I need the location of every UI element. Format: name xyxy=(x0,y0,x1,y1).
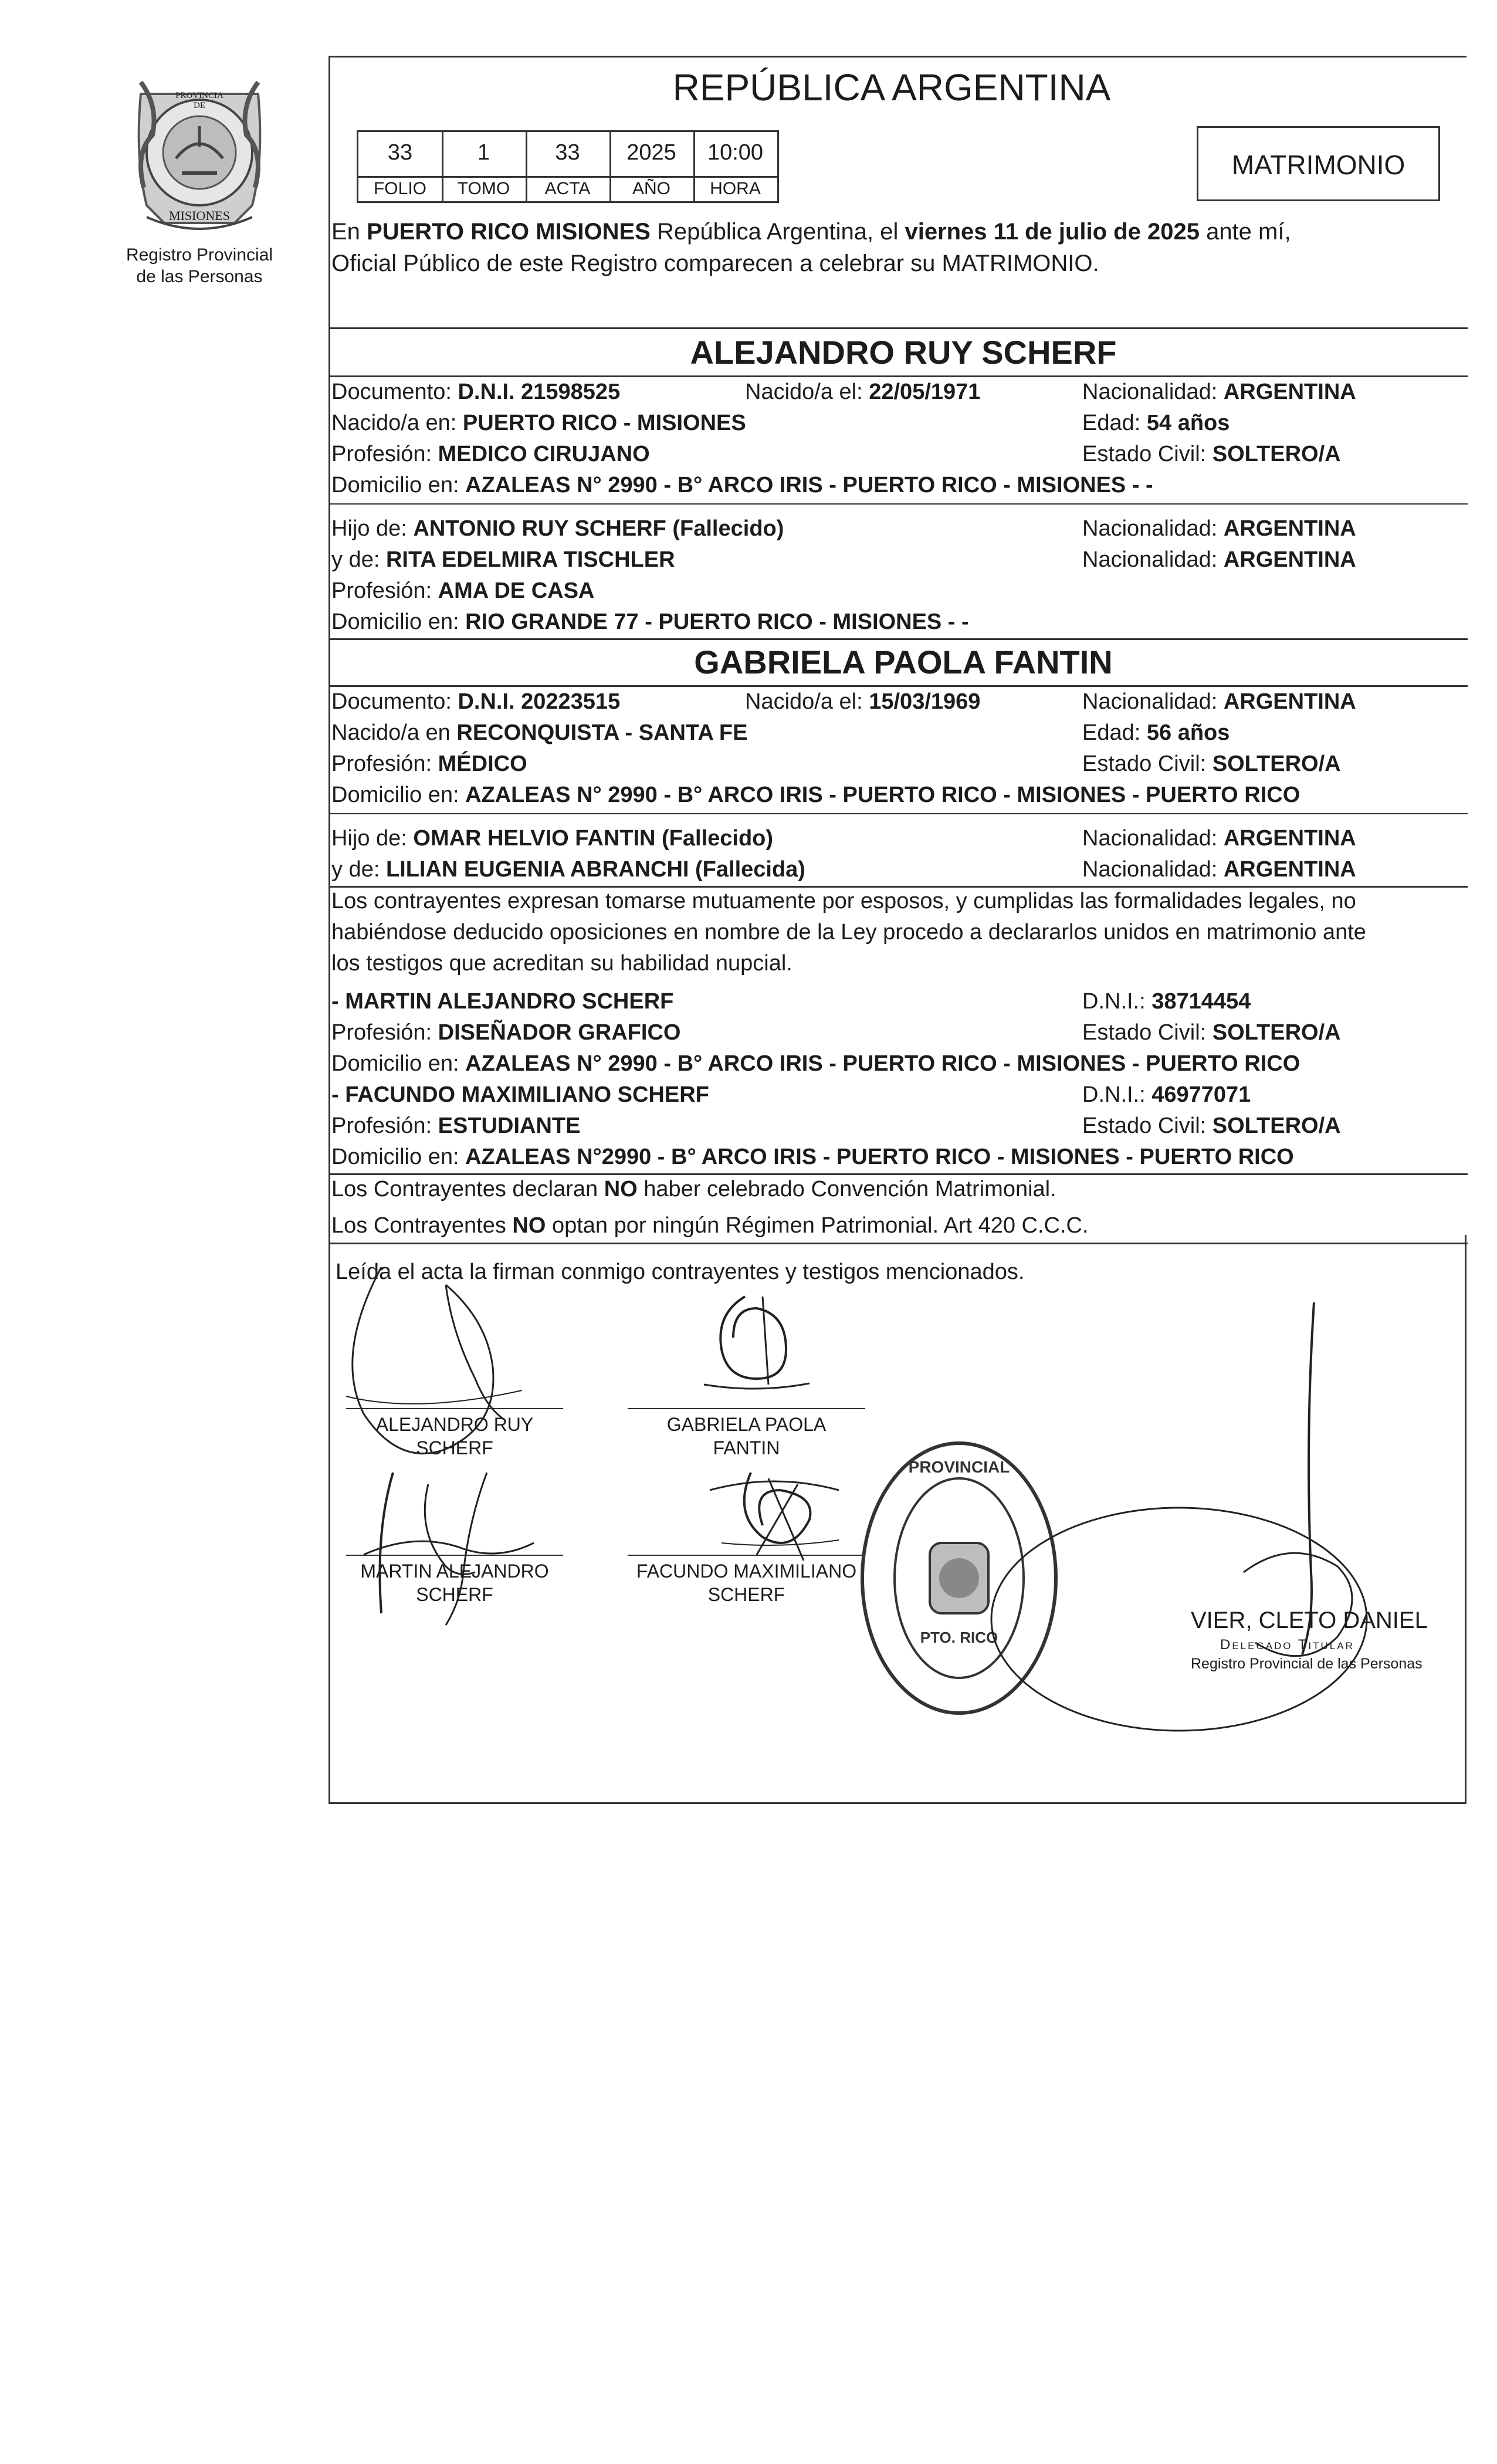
witness2-dni: D.N.I.: 46977071 xyxy=(1082,1082,1251,1107)
anio-label: AÑO xyxy=(632,179,670,198)
svg-text:PROVINCIAL: PROVINCIAL xyxy=(908,1458,1010,1476)
signature-spouse2-icon xyxy=(692,1291,821,1408)
registry-name-line1: Registro Provincial xyxy=(126,245,273,265)
intro-place: PUERTO RICO MISIONES xyxy=(367,219,651,245)
regime-convention: Los Contrayentes declaran NO haber celebrado Convención Matrimonial. xyxy=(331,1177,1056,1201)
witness2-address: Domicilio en: AZALEAS N°2990 - B° ARCO IRIS - PUERTO RICO - MISIONES - PUERTO RICO xyxy=(331,1145,1294,1169)
witness1-profession: Profesión: DISEÑADOR GRAFICO xyxy=(331,1020,681,1045)
hora-value: 10:00 xyxy=(707,140,764,165)
declaration-line-3: los testigos que acreditan su habilidad nupcial. xyxy=(331,951,792,976)
signature-label-witness2: FACUNDO MAXIMILIANO SCHERF xyxy=(636,1561,857,1605)
spouse1-parent-address: Domicilio en: RIO GRANDE 77 - PUERTO RICO - MISIONES - - xyxy=(331,610,969,634)
signature-label-spouse1: ALEJANDRO RUY SCHERF xyxy=(375,1414,534,1458)
folio-value: 33 xyxy=(387,140,413,165)
spouse2-mother: y de: LILIAN EUGENIA ABRANCHI (Fallecida) xyxy=(331,857,805,882)
spouse1-address: Domicilio en: AZALEAS N° 2990 - B° ARCO IRIS - PUERTO RICO - MISIONES - - xyxy=(331,473,1153,497)
spouse1-father: Hijo de: ANTONIO RUY SCHERF (Fallecido) xyxy=(331,516,784,541)
country-title: REPÚBLICA ARGENTINA xyxy=(672,66,1111,109)
seal-text-top: PROVINCIA DE xyxy=(175,91,223,110)
acta-label: ACTA xyxy=(544,179,591,198)
spouse2-birthplace: Nacido/a en RECONQUISTA - SANTA FE xyxy=(331,720,748,745)
record-type-box xyxy=(1197,126,1440,201)
regime-patrimonial: Los Contrayentes NO optan por ningún Régimen Patrimonial. Art 420 C.C.C. xyxy=(331,1213,1089,1238)
anio-value: 2025 xyxy=(626,140,676,165)
spouse1-born: Nacido/a el: 22/05/1971 xyxy=(745,380,981,404)
svg-text:PTO. RICO: PTO. RICO xyxy=(920,1629,998,1646)
spouse2-father-nationality: Nacionalidad: ARGENTINA xyxy=(1082,826,1356,851)
signature-label-witness1: MARTIN ALEJANDRO SCHERF xyxy=(360,1561,549,1605)
intro-line-2: Oficial Público de este Registro comparecen a celebrar su MATRIMONIO. xyxy=(331,251,1099,276)
record-type: MATRIMONIO xyxy=(1231,150,1405,180)
spouse1-doc: Documento: D.N.I. 21598525 xyxy=(331,380,621,404)
spouse2-name: GABRIELA PAOLA FANTIN xyxy=(694,644,1113,681)
signature-official-icon xyxy=(985,1291,1455,1748)
spouse2-nationality: Nacionalidad: ARGENTINA xyxy=(1082,689,1356,714)
signature-witness1-icon xyxy=(358,1461,546,1637)
seal-text-bottom: MISIONES xyxy=(169,208,230,223)
signature-witness2-icon xyxy=(698,1467,851,1572)
spouse2-civil-status: Estado Civil: SOLTERO/A xyxy=(1082,752,1341,776)
record-table xyxy=(357,130,779,203)
spouse2-doc: Documento: D.N.I. 20223515 xyxy=(331,689,621,714)
official-name: VIER, CLETO DANIEL xyxy=(1191,1607,1428,1633)
acta-value: 33 xyxy=(555,140,580,165)
spouse1-name: ALEJANDRO RUY SCHERF xyxy=(690,334,1117,371)
spouse2-age: Edad: 56 años xyxy=(1082,720,1230,745)
spouse1-mother-nationality: Nacionalidad: ARGENTINA xyxy=(1082,547,1356,572)
registry-name-line2: de las Personas xyxy=(136,267,263,286)
spouse2-profession: Profesión: MÉDICO xyxy=(331,752,527,776)
spouse1-civil-status: Estado Civil: SOLTERO/A xyxy=(1082,442,1341,466)
hora-label: HORA xyxy=(710,179,761,198)
spouse1-parent-profession: Profesión: AMA DE CASA xyxy=(331,578,595,603)
witness1-address: Domicilio en: AZALEAS N° 2990 - B° ARCO IRIS - PUERTO RICO - MISIONES - PUERTO RICO xyxy=(331,1051,1300,1076)
registry-seal xyxy=(123,70,276,241)
spouse2-born: Nacido/a el: 15/03/1969 xyxy=(745,689,981,714)
tomo-label: TOMO xyxy=(457,179,510,198)
official-title: Delegado Titular xyxy=(1220,1637,1354,1653)
spouse1-nationality: Nacionalidad: ARGENTINA xyxy=(1082,380,1356,404)
signatures-intro: Leída el acta la firman conmigo contrayentes y testigos mencionados. xyxy=(336,1260,1025,1284)
spouse1-father-nationality: Nacionalidad: ARGENTINA xyxy=(1082,516,1356,541)
declaration-line-2: habiéndose deducido oposiciones en nombre de la Ley procedo a declararlos unidos en matrimonio ante xyxy=(331,920,1366,945)
intro-line-1: En PUERTO RICO MISIONES República Argentina, el viernes 11 de julio de 2025 ante mí, xyxy=(331,219,1291,245)
spouse2-father: Hijo de: OMAR HELVIO FANTIN (Fallecido) xyxy=(331,826,774,851)
spouse1-mother: y de: RITA EDELMIRA TISCHLER xyxy=(331,547,675,572)
witness1-civil-status: Estado Civil: SOLTERO/A xyxy=(1082,1020,1341,1045)
tomo-value: 1 xyxy=(477,140,490,165)
signature-label-spouse2: GABRIELA PAOLA FANTIN xyxy=(666,1414,827,1458)
spouse1-profession: Profesión: MEDICO CIRUJANO xyxy=(331,442,650,466)
folio-label: FOLIO xyxy=(373,179,426,198)
spouse2-mother-nationality: Nacionalidad: ARGENTINA xyxy=(1082,857,1356,882)
spouse1-age: Edad: 54 años xyxy=(1082,411,1230,435)
witness2-civil-status: Estado Civil: SOLTERO/A xyxy=(1082,1113,1341,1138)
spouse1-birthplace: Nacido/a en: PUERTO RICO - MISIONES xyxy=(331,411,746,435)
official-organization: Registro Provincial de las Personas xyxy=(1191,1656,1423,1672)
declaration-line-1: Los contrayentes expresan tomarse mutuamente por esposos, y cumplidas las formalidades legales, no xyxy=(331,889,1356,913)
witness2-name: - FACUNDO MAXIMILIANO SCHERF xyxy=(331,1082,709,1107)
witness2-profession: Profesión: ESTUDIANTE xyxy=(331,1113,581,1138)
witness1-dni: D.N.I.: 38714454 xyxy=(1082,989,1251,1014)
spouse2-address: Domicilio en: AZALEAS N° 2990 - B° ARCO IRIS - PUERTO RICO - MISIONES - PUERTO RICO xyxy=(331,783,1300,807)
witness1-name: - MARTIN ALEJANDRO SCHERF xyxy=(331,989,674,1014)
intro-date: viernes 11 de julio de 2025 xyxy=(905,219,1200,245)
